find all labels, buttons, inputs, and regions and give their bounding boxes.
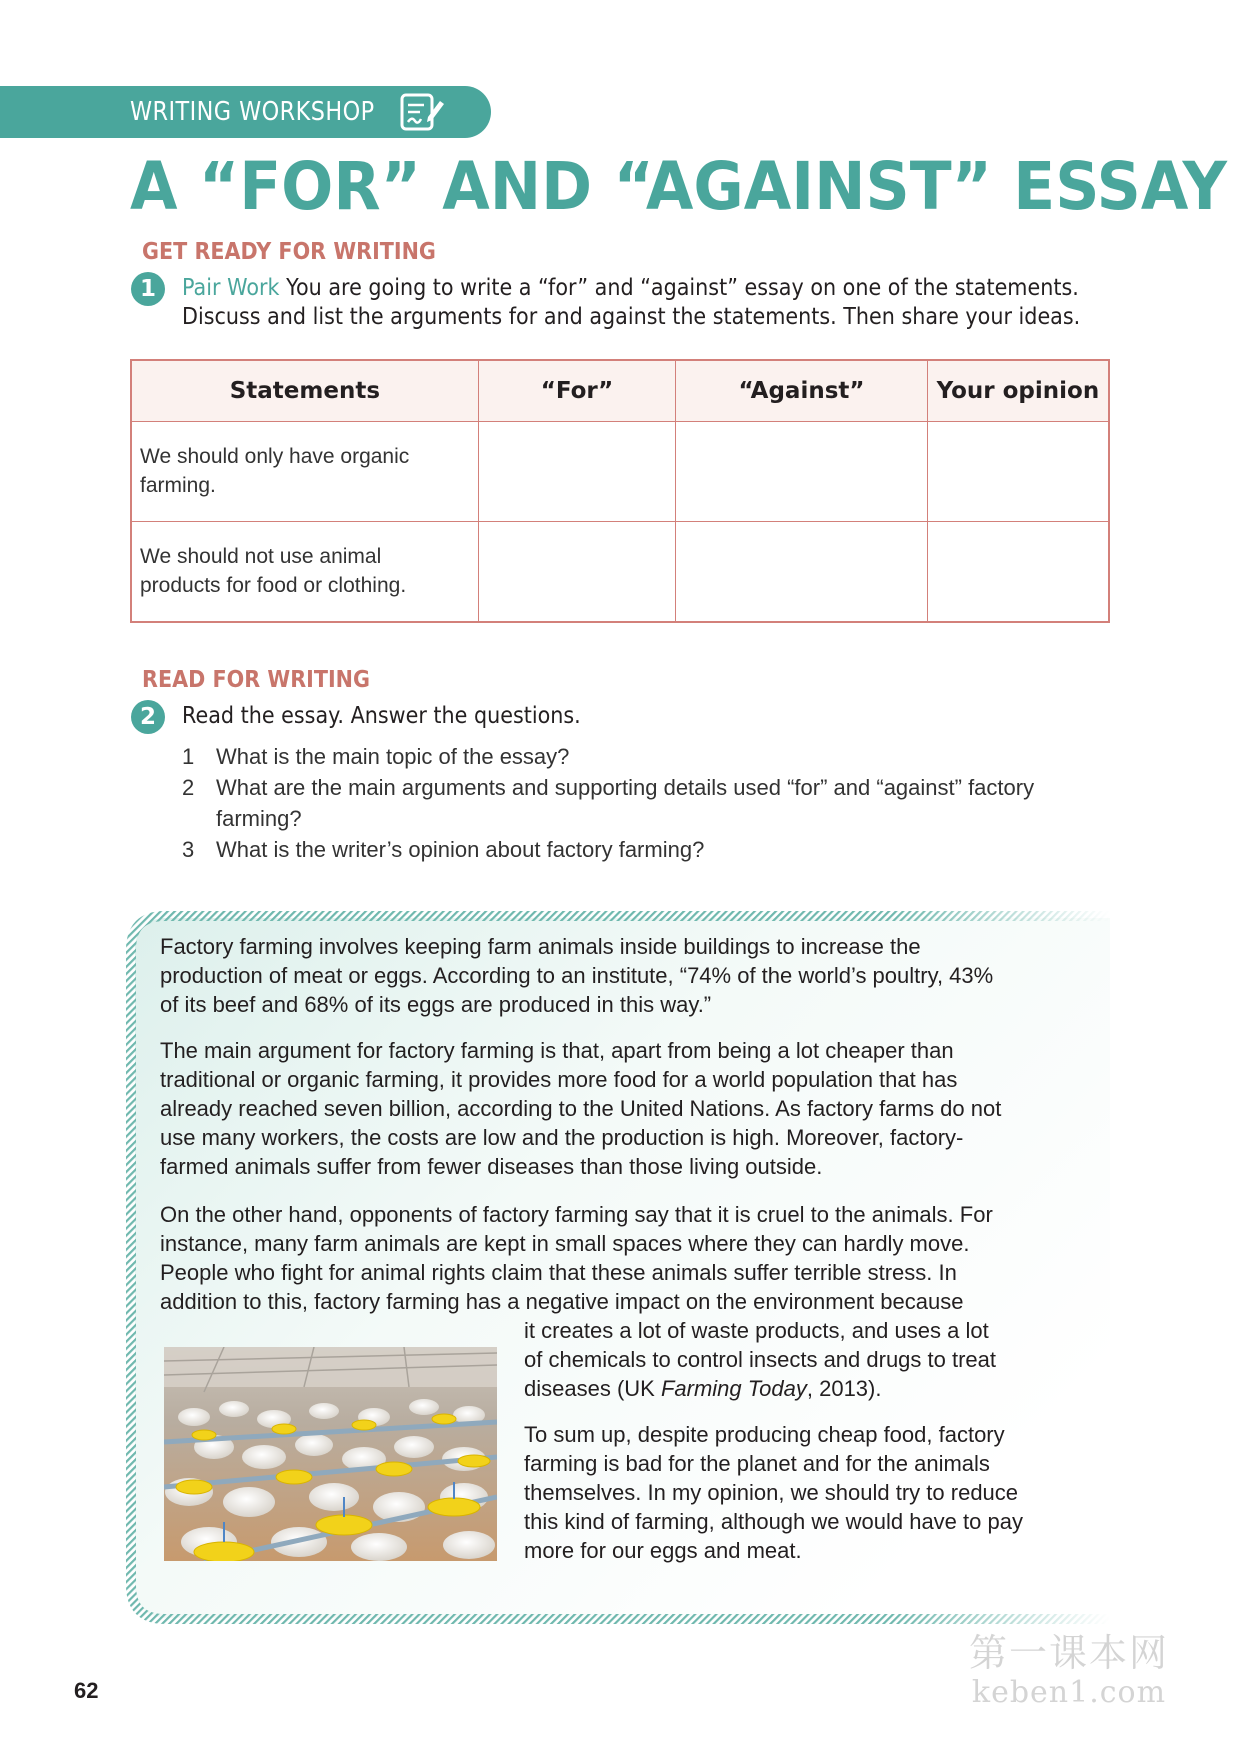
essay-line: On the other hand, opponents of factory farming say that it is cruel to the animals. For [160,1202,993,1227]
essay-line: farming is bad for the planet and for the animals [524,1451,990,1476]
essay-paragraph-2 [160,1036,1001,1181]
page-title: A “FOR” AND “AGAINST” ESSAY [130,148,1227,225]
column-header-opinion: Your opinion [927,360,1109,421]
list-item [182,834,1112,865]
essay-line: of chemicals to control insects and drugs to treat [524,1347,997,1372]
opinion-cell[interactable] [927,521,1109,622]
essay-line: this kind of farming, although we would have to pay [524,1509,1023,1534]
exercise-1-instruction [182,274,1079,303]
essay-line: use many workers, the costs are low and the production is high. Moreover, factory- [160,1125,964,1150]
watermark-chinese: 第一课本网 [968,1631,1169,1675]
statement-cell [131,521,478,622]
essay-line: addition to this, factory farming has a negative impact on the environment because [160,1289,964,1314]
essay-paragraph-3 [160,1200,993,1316]
essay-paragraph-1 [160,932,993,1019]
question-list [182,741,1112,865]
citation-source: Farming Today [660,1376,807,1401]
statement-line: We should not use animal [140,545,382,569]
essay-line: instance, many farm animals are kept in small spaces where they can hardly move. [160,1231,970,1256]
against-cell[interactable] [676,421,928,521]
list-item [182,772,1112,834]
essay-paragraph-4 [524,1420,1023,1565]
column-header-for: “For” [478,360,676,421]
column-header-statements: Statements [131,360,478,421]
watermark [969,1622,1169,1710]
table-row [131,421,1109,521]
exercise-2-instruction: Read the essay. Answer the questions. [182,703,581,729]
statement-cell [131,421,478,521]
instruction-line-1: You are going to write a “for” and “against” essay on one of the statements. [279,275,1079,301]
essay-line: traditional or organic farming, it provides more food for a world population that has [160,1067,958,1092]
citation-pre: diseases (UK [524,1376,661,1401]
page-number: 62 [74,1678,99,1703]
question-number: 2 [182,775,195,800]
essay-paragraph-3-continued [524,1316,996,1403]
statements-table [130,359,1110,623]
question-text: What is the writer’s opinion about factory farming? [216,837,705,862]
banner-label: WRITING WORKSHOP [130,97,375,127]
table-header-row [131,360,1109,421]
essay-line: Factory farming involves keeping farm animals inside buildings to increase the [160,934,921,959]
statement-line: products for food or clothing. [140,574,407,598]
against-cell[interactable] [676,521,928,622]
essay-line: To sum up, despite producing cheap food, factory [524,1422,1005,1447]
essay-line: of its beef and 68% of its eggs are produced in this way.” [160,992,712,1017]
opinion-cell[interactable] [927,421,1109,521]
list-item [182,741,1112,772]
column-header-against: “Against” [676,360,928,421]
essay-line: People who fight for animal rights claim that these animals suffer terrible stress. In [160,1260,957,1285]
for-cell[interactable] [478,421,676,521]
essay-line: already reached seven billion, according to the United Nations. As factory farms do not [160,1096,1002,1121]
question-text: What is the main topic of the essay? [216,744,570,769]
exercise-number-2: 2 [131,700,165,734]
essay-line: farmed animals suffer from fewer diseases than those living outside. [160,1154,823,1179]
for-cell[interactable] [478,521,676,622]
instruction-line-2: Discuss and list the arguments for and against the statements. Then share your ideas. [182,304,1081,330]
pair-work-label: Pair Work [182,275,280,301]
question-number: 3 [182,837,195,862]
essay-line: The main argument for factory farming is that, apart from being a lot cheaper than [160,1038,954,1063]
essay-line: themselves. In my opinion, we should try to reduce [524,1480,1019,1505]
table-row [131,521,1109,622]
question-text: What are the main arguments and supporting details used “for” and “against” factory farming? [216,775,1035,831]
writing-pad-icon [398,91,446,133]
chicken-farm-photo [164,1347,497,1561]
citation-post: , 2013). [806,1376,882,1401]
watermark-url: keben1.com [971,1675,1167,1710]
question-number: 1 [182,744,195,769]
section-heading-read-for-writing: READ FOR WRITING [142,667,370,693]
essay-line: more for our eggs and meat. [524,1538,802,1563]
section-banner [0,86,491,138]
statement-line: We should only have organic [140,445,410,469]
essay-line: production of meat or eggs. According to an institute, “74% of the world’s poultry, 43% [160,963,994,988]
exercise-number-1: 1 [131,272,165,306]
statement-line: farming. [140,474,216,498]
essay-line [524,1374,996,1403]
section-heading-get-ready: GET READY FOR WRITING [142,239,436,265]
essay-line: it creates a lot of waste products, and uses a lot [524,1318,989,1343]
